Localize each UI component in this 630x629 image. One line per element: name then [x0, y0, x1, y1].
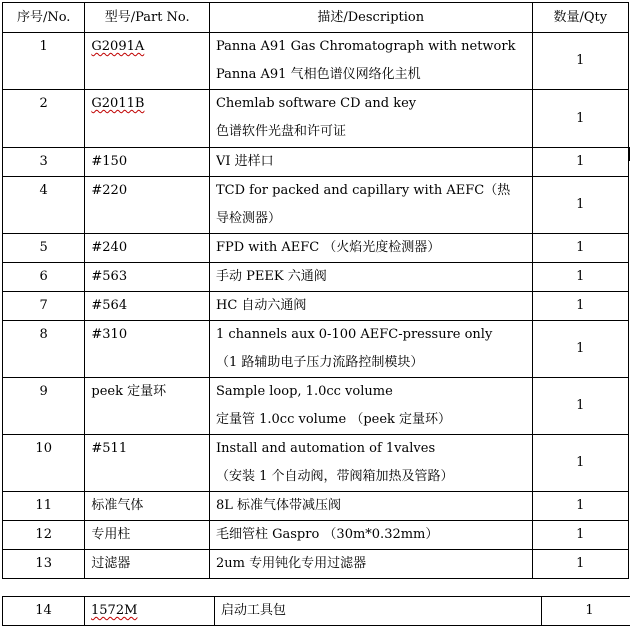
- row-no: 3: [3, 148, 85, 177]
- table-row: [3, 177, 629, 234]
- table-row: [3, 234, 629, 263]
- row-part: #564: [85, 292, 210, 321]
- row-qty: 1: [532, 492, 628, 521]
- row-desc: [209, 148, 532, 177]
- desc-line-1: 毛细管柱 Gaspro （30m*0.32mm）: [215, 527, 439, 542]
- table-row: [3, 321, 629, 378]
- desc-line-2: 定量管 1.0cc volume （peek 定量环）: [215, 412, 452, 427]
- row-part: #240: [85, 234, 210, 263]
- row-desc: [209, 550, 532, 579]
- row-no: 4: [3, 177, 85, 234]
- desc-line-1: 手动 PEEK 六通阀: [215, 269, 327, 284]
- table-row: [3, 148, 629, 177]
- row-qty: 1: [532, 33, 628, 90]
- desc-line-1: VI 进样口: [215, 154, 274, 169]
- row-no: 8: [3, 321, 85, 378]
- desc-line-1: 8L 标准气体带减压阀: [215, 498, 342, 513]
- row-qty: 1: [532, 148, 628, 177]
- row-no: 6: [3, 263, 85, 292]
- row-desc: [209, 378, 532, 435]
- table-row: [3, 550, 629, 579]
- desc-line-2: （1 路辅助电子压力流路控制模块）: [215, 355, 424, 370]
- desc-line-1: 2um 专用钝化专用过滤器: [215, 556, 367, 571]
- row-no: 12: [3, 521, 85, 550]
- row-desc: [209, 177, 532, 234]
- row-no: 1: [3, 33, 85, 90]
- header-qty: 数量/Qty: [532, 3, 628, 33]
- row-part: #563: [85, 263, 210, 292]
- items-table: [2, 2, 629, 579]
- row-no: 10: [3, 435, 85, 492]
- items-table-continued: [2, 596, 630, 626]
- desc-line-1: Install and automation of 1valves: [215, 441, 436, 456]
- row-part: 1572M: [91, 603, 138, 618]
- row-desc: [209, 521, 532, 550]
- row-desc: [209, 90, 532, 148]
- table-row: [3, 263, 629, 292]
- table-row: [3, 492, 629, 521]
- header-no: 序号/No.: [3, 3, 85, 33]
- desc-line-2: 导检测器）: [215, 211, 281, 226]
- row-qty: 1: [532, 550, 628, 579]
- row-no: 5: [3, 234, 85, 263]
- row-qty: 1: [532, 234, 628, 263]
- row-no: 13: [3, 550, 85, 579]
- desc-line-1: 1 channels aux 0-100 AEFC-pressure only: [215, 327, 493, 342]
- row-part: #220: [85, 177, 210, 234]
- row-desc: [209, 263, 532, 292]
- row-desc: [209, 292, 532, 321]
- row-qty: 1: [532, 263, 628, 292]
- table-row: [3, 33, 629, 90]
- table-row: [3, 435, 629, 492]
- row-no: 7: [3, 292, 85, 321]
- row-part: 过滤器: [85, 550, 210, 579]
- desc-line-1: HC 自动六通阀: [215, 298, 307, 313]
- row-part: #150: [85, 148, 210, 177]
- row-qty: 1: [532, 521, 628, 550]
- row-desc: [209, 492, 532, 521]
- table-row: [3, 378, 629, 435]
- row-qty: 1: [532, 435, 628, 492]
- table-row: [3, 597, 630, 626]
- row-qty: 1: [532, 378, 628, 435]
- row-desc: [209, 234, 532, 263]
- desc-line-2: 色谱软件光盘和许可证: [215, 124, 346, 139]
- desc-line-1: TCD for packed and capillary with AEFC（热: [215, 183, 511, 198]
- desc-line-1: Panna A91 Gas Chromatograph with network: [215, 39, 516, 54]
- desc-line-2: （安装 1 个自动阀，带阀箱加热及管路）: [215, 469, 454, 484]
- row-part-cell: [85, 33, 210, 90]
- row-desc: [209, 33, 532, 90]
- row-part-cell: [85, 597, 215, 626]
- table-row: [3, 292, 629, 321]
- header-part: 型号/Part No.: [85, 3, 210, 33]
- row-no: 11: [3, 492, 85, 521]
- row-part: #511: [85, 435, 210, 492]
- desc-line-1: Sample loop, 1.0cc volume: [215, 384, 393, 399]
- row-desc: [209, 435, 532, 492]
- row-part: #310: [85, 321, 210, 378]
- row-part: G2091A: [91, 39, 145, 54]
- row-desc: [209, 321, 532, 378]
- row-qty: 1: [532, 321, 628, 378]
- row-part: 标准气体: [85, 492, 210, 521]
- row-part: peek 定量环: [85, 378, 210, 435]
- table-row: [3, 521, 629, 550]
- desc-line-1: FPD with AEFC （火焰光度检测器）: [215, 240, 441, 255]
- row-no: 9: [3, 378, 85, 435]
- row-desc: [215, 597, 542, 626]
- row-part: G2011B: [91, 96, 145, 111]
- header-desc: 描述/Description: [209, 3, 532, 33]
- row-no: 2: [3, 90, 85, 148]
- desc-line-1: Chemlab software CD and key: [215, 96, 417, 111]
- desc-line-2: Panna A91 气相色谱仪网络化主机: [215, 67, 421, 82]
- row-qty: 1: [542, 597, 630, 626]
- row-no: 14: [3, 597, 85, 626]
- desc-line-1: 启动工具包: [221, 603, 287, 618]
- row-qty: 1: [532, 177, 628, 234]
- row-qty: 1: [532, 292, 628, 321]
- table-row: [3, 90, 629, 148]
- row-part-cell: [85, 90, 210, 148]
- header-row: [3, 3, 629, 33]
- row-qty: 1: [532, 90, 628, 148]
- row-part: 专用柱: [85, 521, 210, 550]
